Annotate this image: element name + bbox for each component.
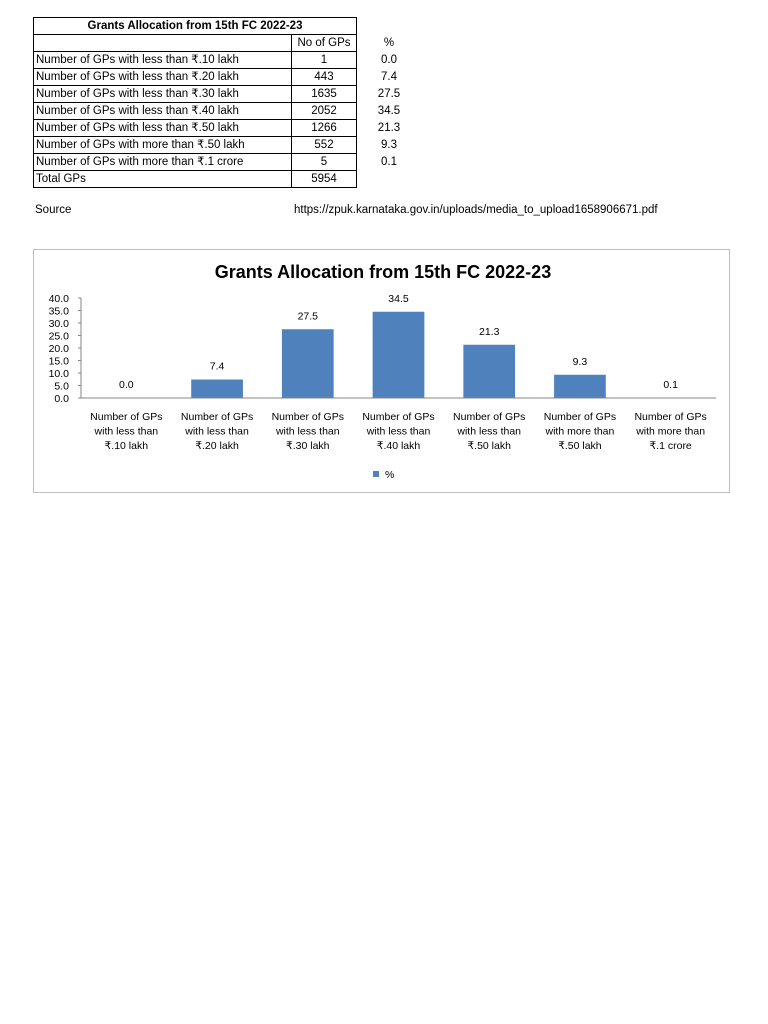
row-label: Number of GPs with more than ₹.50 lakh bbox=[34, 137, 292, 154]
category-label: Number of GPs bbox=[634, 411, 707, 423]
table-row bbox=[34, 154, 422, 171]
data-label: 21.3 bbox=[478, 325, 500, 338]
chart-canvas bbox=[34, 250, 729, 492]
legend-label: % bbox=[385, 469, 395, 481]
category-label: with less than bbox=[366, 425, 431, 438]
row-label: Number of GPs with less than ₹.30 lakh bbox=[34, 86, 292, 103]
category-label: ₹.40 lakh bbox=[376, 440, 421, 452]
category-label: ₹.20 lakh bbox=[195, 440, 239, 452]
bar-chart bbox=[33, 249, 730, 493]
row-count: 5 bbox=[292, 154, 357, 171]
data-label: 0.0 bbox=[119, 379, 134, 391]
row-count: 552 bbox=[292, 137, 357, 154]
y-tick-label: 0.0 bbox=[54, 393, 69, 405]
row-label: Number of GPs with less than ₹.10 lakh bbox=[34, 52, 292, 69]
row-pct: 0.1 bbox=[381, 156, 397, 168]
total-count: 5954 bbox=[292, 171, 357, 188]
category-label: ₹.50 lakh bbox=[558, 440, 602, 452]
row-count: 1 bbox=[292, 52, 357, 69]
category-label: ₹.50 lakh bbox=[467, 440, 511, 452]
row-pct: 21.3 bbox=[377, 122, 401, 134]
table-title-blank bbox=[357, 18, 422, 35]
y-tick-label: 25.0 bbox=[48, 330, 69, 343]
category-label: with less than bbox=[94, 425, 159, 438]
table-header-row bbox=[34, 35, 422, 52]
bar bbox=[191, 380, 243, 399]
category-label: ₹.10 lakh bbox=[104, 440, 149, 452]
row-count: 2052 bbox=[292, 103, 357, 120]
y-tick-label: 35.0 bbox=[48, 305, 69, 318]
header-pct: % bbox=[383, 37, 395, 49]
source-label: Source bbox=[35, 204, 72, 216]
category-label: Number of GPs bbox=[271, 411, 344, 423]
row-count: 1635 bbox=[292, 86, 357, 103]
category-label: Number of GPs bbox=[543, 411, 617, 423]
row-pct: 27.5 bbox=[377, 88, 401, 100]
category-label: with less than bbox=[185, 425, 249, 438]
row-count: 443 bbox=[292, 69, 357, 86]
row-pct: 0.0 bbox=[381, 54, 397, 66]
header-count: No of GPs bbox=[292, 35, 357, 52]
table-row bbox=[34, 120, 422, 137]
data-label: 34.5 bbox=[388, 292, 409, 305]
y-tick-label: 20.0 bbox=[48, 343, 69, 355]
category-label: ₹.1 crore bbox=[649, 440, 692, 452]
category-label: Number of GPs bbox=[453, 411, 526, 423]
row-label: Number of GPs with less than ₹.50 lakh bbox=[34, 120, 292, 137]
data-label: 7.4 bbox=[209, 360, 225, 373]
category-label: with less than bbox=[457, 425, 522, 438]
y-axis bbox=[49, 293, 81, 405]
source-url: https://zpuk.karnataka.gov.in/uploads/media_to_upload1658906671.pdf bbox=[294, 204, 658, 216]
row-pct: 9.3 bbox=[381, 139, 397, 151]
category-label: Number of GPs bbox=[180, 411, 254, 423]
data-label: 0.1 bbox=[663, 378, 678, 391]
table-row bbox=[34, 86, 422, 103]
table-title: Grants Allocation from 15th FC 2022-23 bbox=[34, 18, 357, 35]
y-tick-label: 5.0 bbox=[54, 380, 69, 393]
row-pct: 7.4 bbox=[381, 71, 397, 83]
bar bbox=[463, 345, 515, 398]
data-label: 27.5 bbox=[297, 310, 319, 323]
header-label bbox=[34, 35, 292, 52]
category-label: with less than bbox=[275, 425, 340, 438]
bar bbox=[282, 329, 334, 398]
bar bbox=[373, 312, 425, 398]
table-row bbox=[34, 52, 422, 69]
table-row bbox=[34, 103, 422, 120]
chart-title: Grants Allocation from 15th FC 2022-23 bbox=[214, 262, 552, 282]
row-count: 1266 bbox=[292, 120, 357, 137]
category-label: with more than bbox=[545, 425, 615, 438]
category-label: ₹.30 lakh bbox=[286, 440, 330, 452]
category-label: Number of GPs bbox=[362, 411, 435, 423]
legend-swatch bbox=[373, 471, 379, 477]
table-row bbox=[34, 137, 422, 154]
data-label: 9.3 bbox=[572, 355, 588, 368]
total-label: Total GPs bbox=[34, 171, 292, 188]
x-axis bbox=[81, 398, 716, 452]
row-label: Number of GPs with more than ₹.1 crore bbox=[34, 154, 292, 171]
y-tick-label: 40.0 bbox=[48, 293, 69, 305]
category-label: Number of GPs bbox=[90, 411, 163, 423]
y-tick-label: 10.0 bbox=[48, 368, 69, 380]
table-total-row bbox=[34, 171, 422, 188]
table-title-row bbox=[34, 18, 422, 35]
table-row bbox=[34, 69, 422, 86]
row-pct: 34.5 bbox=[377, 105, 401, 117]
y-tick-label: 30.0 bbox=[48, 318, 69, 330]
category-label: with more than bbox=[636, 425, 706, 438]
y-tick-label: 15.0 bbox=[48, 355, 69, 368]
bar-series bbox=[119, 293, 696, 398]
row-label: Number of GPs with less than ₹.40 lakh bbox=[34, 103, 292, 120]
bar bbox=[554, 375, 606, 398]
grants-table bbox=[33, 17, 422, 188]
total-blank bbox=[357, 171, 422, 188]
row-label: Number of GPs with less than ₹.20 lakh bbox=[34, 69, 292, 86]
legend bbox=[373, 469, 394, 481]
